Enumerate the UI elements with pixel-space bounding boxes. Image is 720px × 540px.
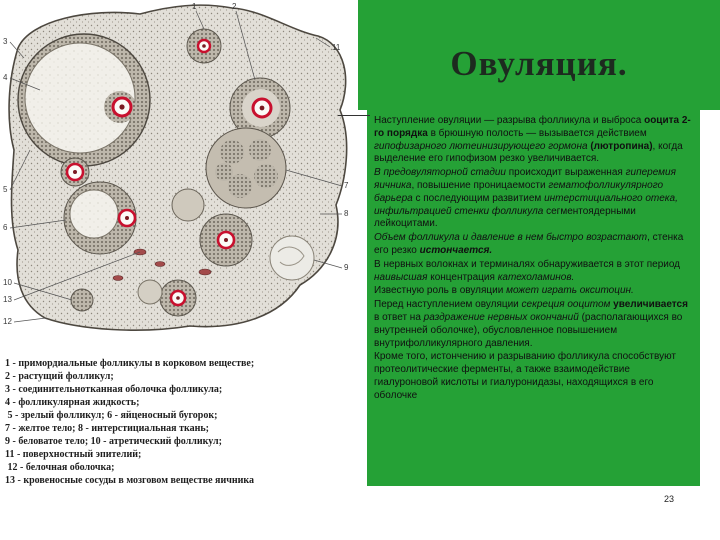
oocyte-nucleus [260,106,265,111]
paragraph [374,299,694,350]
text-run: с последующим развитием [412,192,545,204]
paragraph [374,285,694,298]
text-run: в брюшную полость — вызывается действием [427,127,647,139]
text-run: (располагающихся во внутренней оболочке), обусловленное повышением внутрифолликулярного давления. [374,311,683,349]
follicular-fluid [70,190,118,238]
text-run: В нервных волокнах и терминалях обнаруживается в этот период [374,258,681,270]
paragraph [374,167,694,231]
luteal-lobule [254,164,278,188]
bold-run: (лютропина) [590,140,653,152]
legend-item: 7 - желтое тело; 8 - интерстициальная ткань; [5,423,209,434]
atretic-follicle [172,189,204,221]
legend-item: 13 - кровеносные сосуды в мозговом веществе яичника [5,475,255,486]
slide-title: Овуляция. [450,44,628,83]
oocyte-nucleus [202,44,206,48]
figure-label-6: 6 [3,223,8,232]
italic-run: гематофолликулярного барьера [374,179,664,204]
italic-run: катехоламинов. [497,271,575,283]
figure-label-3: 3 [3,37,8,46]
italic-run: секреция ооцитом [521,299,614,311]
text-run: , повышение проницаемости [411,179,549,191]
italic-run: гипофизарного лютеинизирующего гормона [374,140,591,152]
figure-label-8: 8 [344,209,349,218]
corpus-luteum [206,128,286,208]
paragraph [374,115,694,166]
bold-run: увеличивается [613,299,688,311]
primordial-follicle [61,158,89,186]
figure-label-5: 5 [3,185,8,194]
title-banner [358,0,720,110]
italic-run: раздражение нервных окончаний [423,311,579,323]
pointer-line [338,115,370,116]
primordial-follicle [71,289,93,311]
luteal-lobule [220,140,244,164]
text-run: концентрация [427,271,498,283]
figure-label-2: 2 [232,2,237,11]
growing-follicle [160,280,196,316]
italic-run: интерстициального отека, инфильтрацией стенки фолликула [374,192,678,217]
text-run: происходит выраженная [505,167,626,179]
text-run: , когда выделение его гипофизом резко увеличивается. [374,140,683,165]
bold-italic-run: истончается. [419,244,493,256]
oocyte-nucleus [125,216,129,220]
italic-run: В предовуляторной стадии [374,167,506,179]
growing-follicle [187,29,221,63]
luteal-lobule [228,174,252,198]
figure-legend [5,357,254,487]
text-run: Известную роль в овуляции [374,285,507,297]
blood-vessel [113,276,123,281]
legend-item: 12 - белочная оболочка; [5,462,115,473]
legend-item: 2 - растущий фолликул; [5,371,114,382]
oocyte-nucleus [119,104,124,109]
growing-follicle [64,182,136,254]
luteal-lobule [249,139,271,161]
blood-vessel [199,269,211,275]
figure-label-1: 1 [192,2,197,11]
oocyte-nucleus [224,238,228,242]
text-run: Кроме того, истончению и разрыванию фолликула способствуют протеолитические ферменты, а также взаимодействие гиалуроновой кислоты и гиалуронидазы, находящихся в его оболочке [374,351,676,401]
page-number: 23 [664,494,675,504]
ovary-illustration [0,0,356,340]
growing-follicle [200,214,252,266]
oocyte-nucleus [176,296,180,300]
text-run: Перед наступлением овуляции [374,299,522,311]
text-run: Наступление овуляции — разрыва фолликула и выброса [374,115,645,126]
paragraph [374,259,694,285]
blood-vessel [155,262,165,267]
figure-label-13: 13 [3,295,12,304]
corpus-albicans [270,236,314,280]
luteal-lobule [215,163,233,181]
figure-label-7: 7 [344,181,349,190]
legend-item: 1 - примордиальные фолликулы в корковом веществе; [5,358,255,369]
oocyte-nucleus [73,170,77,174]
italic-run: может играть окситоцин. [506,285,634,297]
text-panel [367,109,700,486]
paragraph [374,232,694,258]
figure-label-10: 10 [3,278,12,287]
legend-item: 11 - поверхностный эпителий; [5,449,142,460]
italic-run: гиперемия яичника [374,167,676,191]
leader-line [14,318,46,322]
figure-label-9: 9 [344,263,349,272]
text-run: , стенка его резко [374,232,684,256]
italic-run: Объем фолликула и давление в нем быстро возрастают [374,232,648,244]
figure-label-12: 12 [3,317,12,326]
figure-label-4: 4 [3,73,8,82]
interstitial-tissue [138,280,162,304]
figure-label-11: 11 [332,43,341,52]
legend-item: 3 - соединительнотканная оболочка фолликула; [5,384,223,395]
italic-run: наивысшая [374,271,428,283]
legend-item: 5 - зрелый фолликул; 6 - яйценосный бугорок; [5,410,218,421]
legend-item: 4 - фолликулярная жидкость; [5,397,140,408]
paragraph [374,351,694,402]
mature-follicle [18,34,150,166]
text-run: сегментоядерными лейкоцитами. [374,205,636,230]
bold-run: ооцита 2-го порядка [374,115,691,139]
text-run: в ответ на [374,311,424,323]
legend-item: 9 - беловатое тело; 10 - атретический фолликул; [5,436,222,447]
